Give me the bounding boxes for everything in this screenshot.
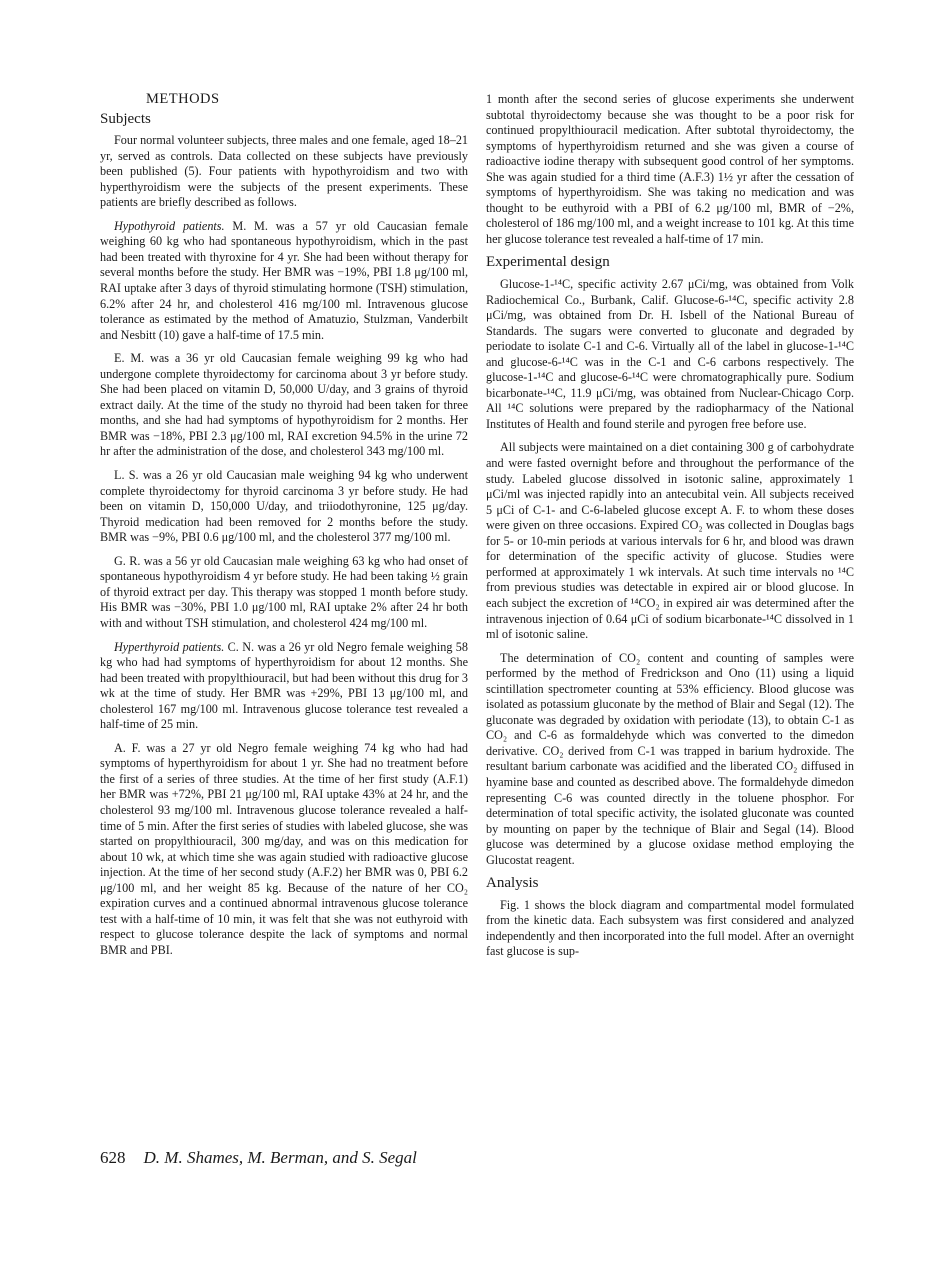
page-footer (100, 1148, 860, 1168)
design-paragraph-3: The determination of CO₂ content and counting of samples were performed by the method of Fredrickson and Ono (11) using a liquid scintillation spectrometer counting at 53% efficiency. Blood glucose was isolated as potassium gluconate by the method of Blair and Segal (12). The gluconate was degraded by oxidation with periodate (13), to obtain C-1 as CO₂ and C-6 as formaldehyde which was converted to the dimedon derivative. CO₂ derived from C-1 was trapped in barium hydroxide. The resultant barium carbonate was acidified and the liberated CO₂ diffused in hyamine base and counted as described above. The formaldehyde dimedon representing C-6 was counted directly in the toluene phosphor. For determination of total specific activity, the isolated gluconate was counted by mounting on paper by the technique of Blair and Segal (14). Blood glucose was determined by a glucose oxidase method employing the Glucostat reagent. (486, 650, 854, 867)
section-title: METHODS (146, 91, 220, 107)
analysis-heading: Analysis (486, 875, 539, 892)
hyperthyroid-cn-text: C. N. was a 26 yr old Negro female weighing 58 kg who had had symptoms of hyperthyroidism for about 12 months. She had been treated with propylthiouracil, but had been without this drug for 3 wk at the time of study. Her BMR was +29%, PBI 13 μg/100 ml, and cholesterol 167 mg/100 ml. Intravenous glucose tolerance test revealed a half-time of 25 min. (100, 639, 468, 732)
hypothyroid-mm-text: M. M. was a 57 yr old Caucasian female weighing 60 kg who had spontaneous hypothyroidism, which in the past had been treated with thyroxine for 4 yr. She had been without therapy for several months before the study. Her BMR was −19%, PBI 1.8 μg/100 ml, RAI uptake after 3 days of thyroid stimulating hormone (TSH) stimulation, 6.2% after 24 hr, and cholesterol 416 mg/100 ml. Intravenous glucose tolerance as estimated by the method of Amatuzio, Stulzman, Vanderbilt and Nesbitt (10) gave a half-time of 17.5 min. (100, 218, 469, 342)
hypothyroid-label: Hypothyroid patients. (114, 218, 225, 233)
running-authors: D. M. Shames, M. Berman, and S. Segal (143, 1148, 417, 1167)
left-column (100, 92, 468, 966)
subjects-intro-paragraph: Four normal volunteer subjects, three males and one female, aged 18–21 yr, served as controls. Data collected on these subjects have previously been published (5). Four patients with hypothyroidism and two with hyperthyroidism were the subjects of the present experiments. These patients are briefly described as follows. (100, 133, 469, 210)
hypothyroid-mm-paragraph (100, 219, 468, 343)
hyperthyroid-cn-paragraph (100, 640, 468, 733)
hypothyroid-ls-paragraph: L. S. was a 26 yr old Caucasian male weighing 94 kg who underwent complete thyroidectomy for thyroid carcinoma 3 yr before study. He had been on vitamin D, 150,000 U/day, and triiodothyronine, 125 μg/day. Thyroid medication had been removed for 2 months before the study. BMR was −9%, PBI 0.6 μg/100 ml, and the cholesterol 377 mg/100 ml. (100, 468, 468, 545)
hyperthyroid-label: Hyperthyroid patients. (114, 639, 225, 654)
design-paragraph-2: All subjects were maintained on a diet containing 300 g of carbohydrate and were fasted overnight before and throughout the performance of the study. Labeled glucose dissolved in isotonic saline, approximately 1 μCi/ml was injected rapidly into an antecubital vein. All subjects received 5 μCi of C-1- and C-6-labeled glucose except A. F. to whom these doses were given on three occasions. Expired CO₂ was collected in Douglas bags for 5- or 10-min periods at various intervals for 6 hr, and blood was drawn for determination of the specific activity of glucose. Studies were performed at approximately 1 wk intervals. At such time intervals no ¹⁴C from previous studies was detectable in expired air or blood glucose. In each subject the excretion of ¹⁴CO₂ in expired air was determined after the intravenous injection of 0.64 μCi of sodium bicarbonate-¹⁴C dissolved in 1 ml of isotonic saline. (486, 440, 854, 642)
analysis-paragraph-1: Fig. 1 shows the block diagram and compartmental model formulated from the kinetic data. Each subsystem was first considered and analyzed independently and then incorporated into the full model. After an overnight fast glucose is sup- (486, 897, 854, 959)
page-number: 628 (100, 1148, 126, 1167)
experimental-design-heading: Experimental design (486, 254, 610, 271)
subjects-heading: Subjects (100, 110, 151, 127)
design-paragraph-1: Glucose-1-¹⁴C, specific activity 2.67 μCi/mg, was obtained from Volk Radiochemical Co., Burbank, Calif. Glucose-6-¹⁴C, specific activity 2.8 μCi/mg, was obtained from Dr. H. Isbell of the National Bureau of Standards. The sugars were converted to gluconate and degraded by periodate to isolate C-1 and C-6. Virtually all of the label in glucose-1-¹⁴C and glucose-6-¹⁴C was in the C-1 and C-6 carbons respectively. The glucose-1-¹⁴C and glucose-6-¹⁴C were chromatographically pure. Sodium bicarbonate-¹⁴C, 11.9 μCi/mg, was obtained from Nuclear-Chicago Corp. All ¹⁴C solutions were prepared by the radiopharmacy of the National Institutes of Health and found sterile and pyrogen free before use. (486, 277, 854, 431)
right-column (486, 92, 854, 968)
hyperthyroid-af-continued: 1 month after the second series of glucose experiments she underwent subtotal thyroidectomy because she was thought to be a poor risk for continued propylthiouracil medication. After subtotal thyroidectomy, the symptoms of hyperthyroidism returned and she was given a course of radioactive iodine therapy with subsequent good control of her symptoms. She was again studied for a third time (A.F.3) 1½ yr after the cessation of symptoms of hyperthyroidism. She was taking no medication and was thought to be euthyroid with a PBI of 6.2 μg/100 ml, BMR of −2%, cholesterol of 186 mg/100 ml, and a weight increase to 101 kg. At this time her glucose tolerance test revealed a half-time of 17 min. (486, 92, 854, 246)
hypothyroid-gr-paragraph: G. R. was a 56 yr old Caucasian male weighing 63 kg who had onset of spontaneous hypothyroidism 4 yr before study. He had been taking ½ grain of thyroid extract per day. This therapy was stopped 1 month before study. His BMR was −30%, PBI 1.0 μg/100 ml, RAI uptake 2% after 24 hr both with and without TSH stimulation, and cholesterol 424 mg/100 ml. (100, 553, 468, 630)
hypothyroid-em-paragraph: E. M. was a 36 yr old Caucasian female weighing 99 kg who had undergone complete thyroidectomy for carcinoma about 3 yr before study. She had been placed on vitamin D, 50,000 U/day, and 3 grains of thyroid extract daily. At the time of the study no thyroid had been taken for three months, and she had had symptoms of hypothyroidism for 2 months. Her BMR was −18%, PBI 2.3 μg/100 ml, RAI excretion 94.5% in the urine 72 hr after the administration of the dose, and cholesterol 343 mg/100 ml. (100, 351, 468, 459)
hyperthyroid-af-paragraph: A. F. was a 27 yr old Negro female weighing 74 kg who had had symptoms of hyperthyroidism for about 1 yr. She had no treatment before the first of a series of three studies. At the time of her first study (A.F.1) her BMR was +72%, PBI 21 μg/100 ml, RAI uptake 43% at 24 hr, and the cholesterol 93 mg/100 ml. Intravenous glucose tolerance revealed a half-time of 5 min. After the first series of studies with labeled glucose, she was started on propylthiouracil, 300 mg/day, and was on this medication for about 10 wk, at which time she was again studied with radioactive glucose injection. At the time of her second study (A.F.2) her BMR was 0, PBI 6.2 μg/100 ml, and her weight 85 kg. Because of the nature of her CO₂ expiration curves and a continued abnormal intravenous glucose tolerance test with a half-time of 10 min, it was felt that she was not euthyroid with respect to glucose tolerance despite the lack of symptoms and normal BMR and PBI. (100, 740, 468, 957)
